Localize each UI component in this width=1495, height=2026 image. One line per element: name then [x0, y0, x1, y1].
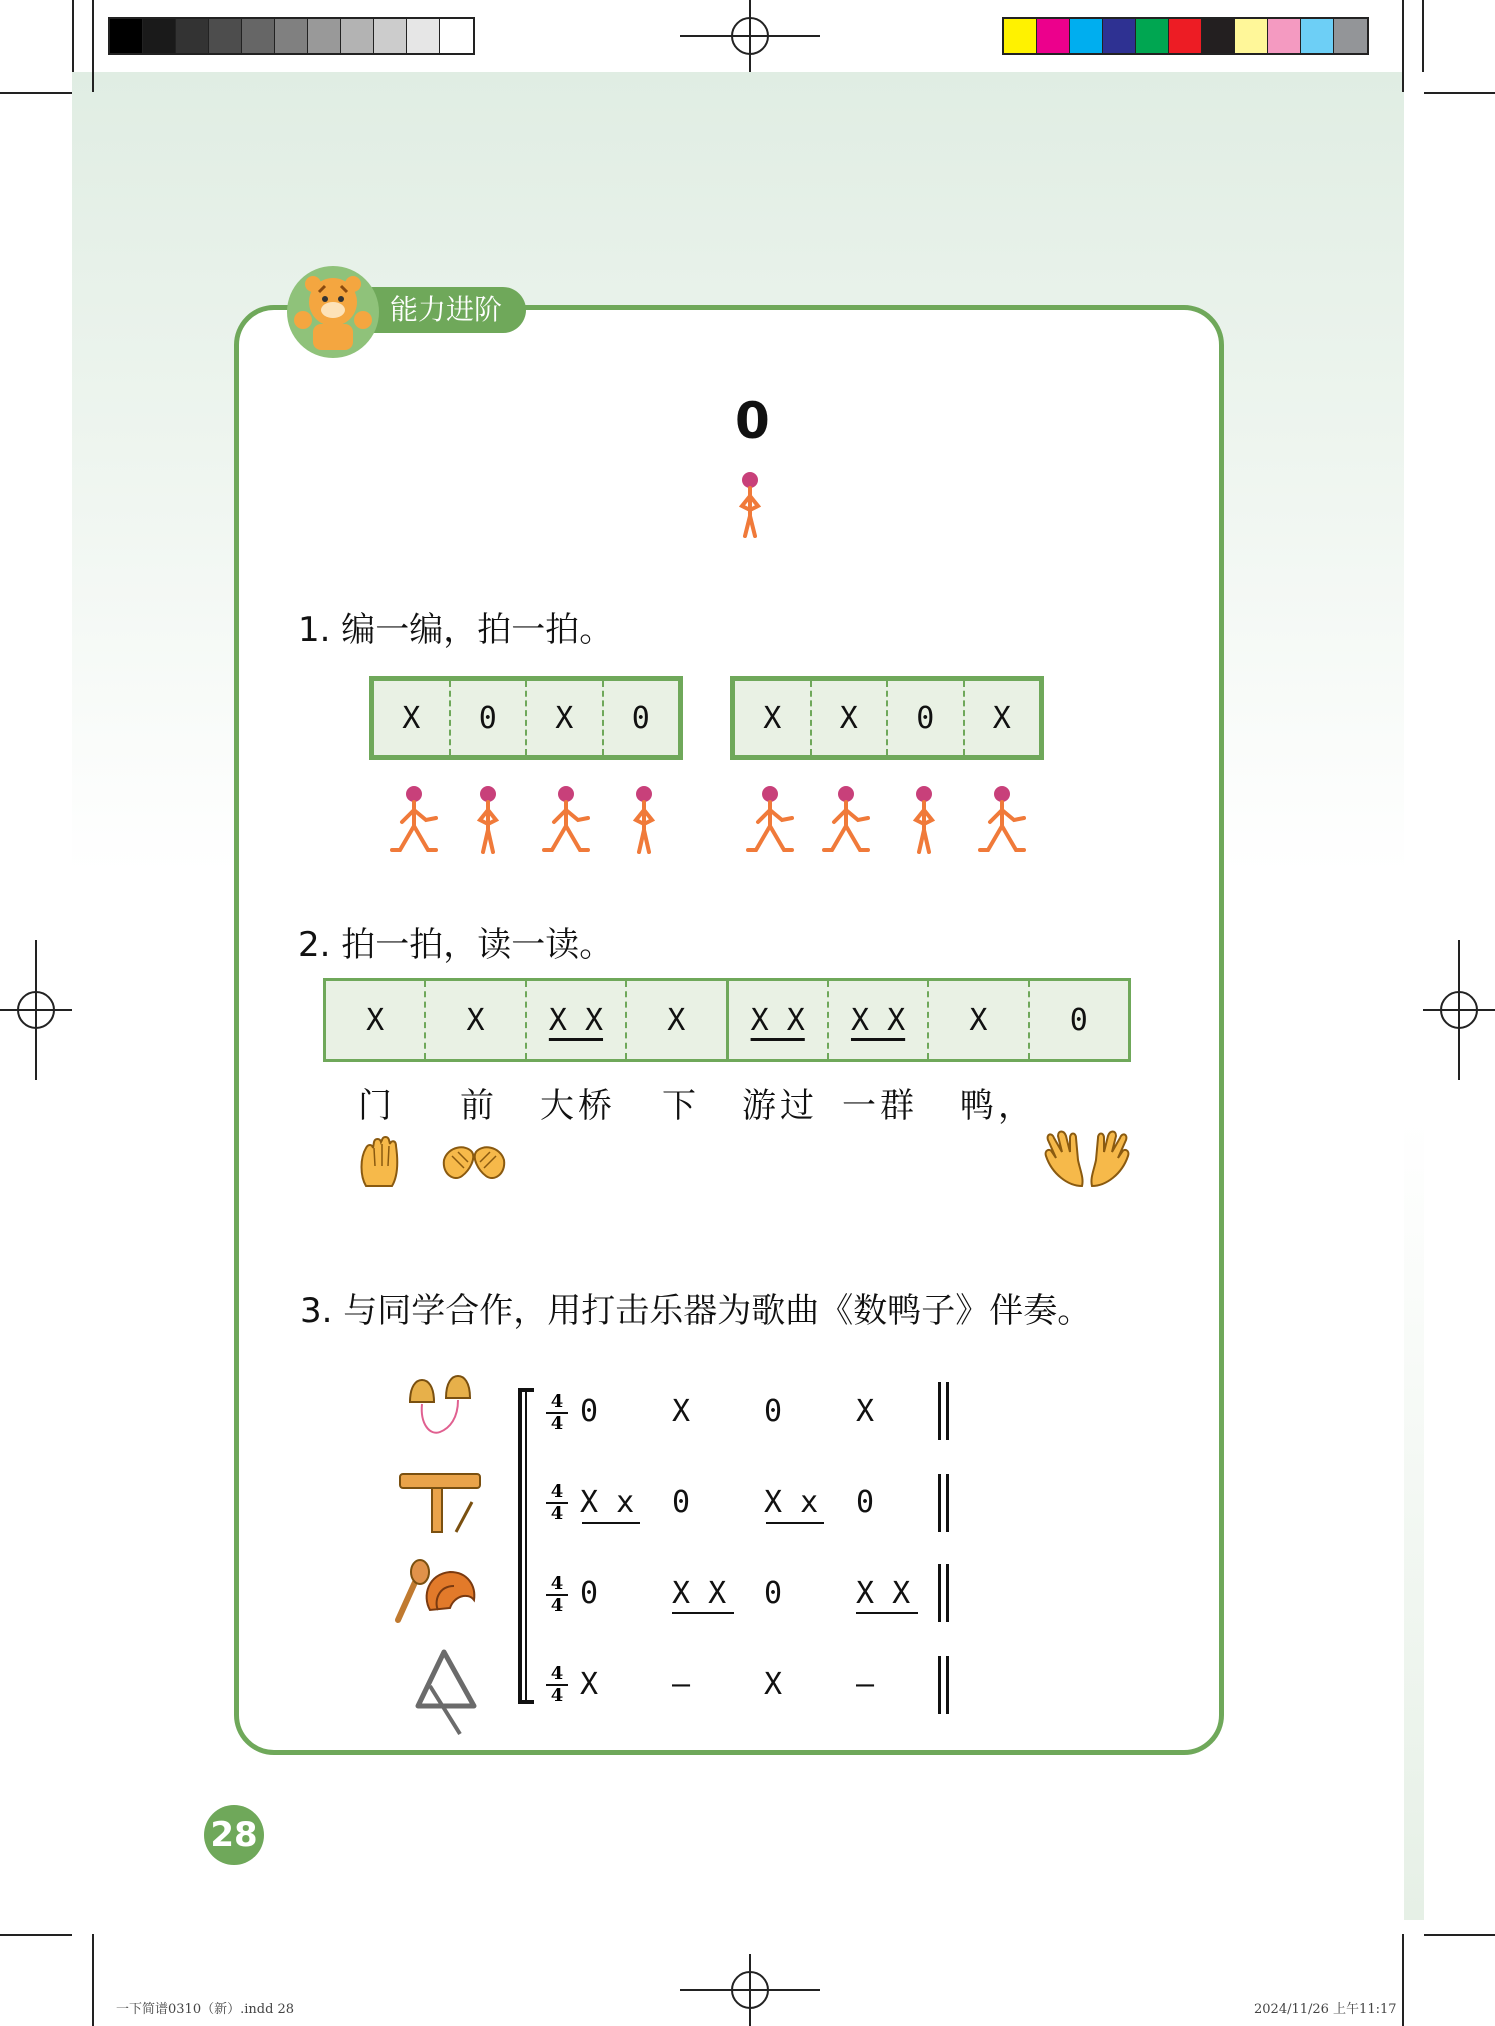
registration-mark-top	[680, 0, 820, 72]
rhythm-cell: X	[374, 681, 451, 755]
rhythm-cell: X X	[527, 981, 627, 1059]
lyric-word: 大桥	[540, 1086, 616, 1126]
ts-top: 4	[546, 1574, 568, 1596]
ts-top: 4	[546, 1392, 568, 1414]
section2-heading: 2. 拍一拍，读一读。	[298, 925, 614, 965]
section1-heading: 1. 编一编，拍一拍。	[298, 610, 614, 650]
ts-bottom: 4	[550, 1685, 564, 1706]
lyric-word: 门	[358, 1086, 396, 1126]
page-number: 28	[204, 1805, 264, 1865]
score-row-bells	[580, 1384, 980, 1444]
patting-hands-icon	[440, 1140, 508, 1184]
note: X	[764, 1667, 783, 1702]
beam	[766, 1522, 824, 1524]
rhythm-cell: X	[929, 981, 1029, 1059]
registration-mark-left	[0, 940, 72, 1080]
open-hands-icon	[1042, 1130, 1132, 1188]
rhythm-cell: X X	[729, 981, 829, 1059]
footer-timestamp: 2024/11/26 上午11:17	[1254, 2002, 1397, 2017]
note: 0	[580, 1576, 599, 1611]
note: X	[580, 1667, 599, 1702]
lyric-word: 前	[460, 1086, 498, 1126]
bells-icon	[400, 1372, 480, 1446]
section3-heading: 3. 与同学合作，用打击乐器为歌曲《数鸭子》伴奏。	[300, 1291, 1092, 1331]
score-bracket	[512, 1386, 542, 1706]
barline	[938, 1382, 941, 1440]
lyric-word: 鸭，	[960, 1086, 1036, 1126]
lyric-word: 游过	[742, 1086, 818, 1126]
note: 0	[672, 1485, 691, 1520]
lyric-word: 一群	[842, 1086, 918, 1126]
score-row-castanets	[580, 1566, 980, 1626]
rest-symbol: 0	[735, 392, 770, 450]
beam	[856, 1612, 918, 1614]
score-row-wood-block	[580, 1475, 980, 1535]
rhythm-cell: X	[426, 981, 526, 1059]
barline	[946, 1382, 949, 1440]
rhythm-cell: X	[527, 681, 604, 755]
beam	[582, 1522, 640, 1524]
note: 0	[580, 1394, 599, 1429]
castanets-icon	[394, 1556, 478, 1624]
ts-top: 4	[546, 1482, 568, 1504]
note: X	[672, 1394, 691, 1429]
time-signature	[546, 1482, 568, 1524]
footer-file: 一下简谱0310（新）.indd 28	[116, 2002, 295, 2017]
note: X	[856, 1394, 875, 1429]
note: X x	[580, 1485, 635, 1520]
barline	[938, 1656, 941, 1714]
rhythm-cell: 0	[631, 700, 650, 736]
rhythm-cell: X	[735, 681, 812, 755]
rhythm-box-b	[730, 676, 1044, 760]
note: X X	[672, 1576, 727, 1611]
color-bar	[1002, 17, 1369, 55]
note: 0	[764, 1394, 783, 1429]
ts-bottom: 4	[550, 1503, 564, 1524]
rhythm-cell: X	[992, 700, 1011, 736]
time-signature	[546, 1574, 568, 1616]
barline	[938, 1474, 941, 1532]
rhythm-cell: 0	[1069, 1002, 1088, 1038]
grayscale-bar	[108, 17, 475, 55]
time-signature	[546, 1392, 568, 1434]
rhythm-cell: 0	[451, 681, 528, 755]
page-edge-strip	[1404, 1120, 1424, 1920]
rhythm-strip	[323, 978, 1131, 1062]
rhythm-cell: X	[627, 981, 728, 1059]
ts-bottom: 4	[550, 1595, 564, 1616]
beam	[672, 1612, 734, 1614]
triangle-icon	[410, 1646, 478, 1738]
movement-figures	[384, 784, 1044, 858]
standing-figure-icon	[735, 470, 765, 540]
badge-label: 能力进阶	[390, 293, 503, 326]
note: X x	[764, 1485, 819, 1520]
registration-mark-bottom	[680, 1954, 820, 2026]
note: –	[672, 1667, 691, 1702]
ts-top: 4	[546, 1664, 568, 1686]
note: 0	[856, 1485, 875, 1520]
barline	[946, 1656, 949, 1714]
tiger-mascot-icon	[283, 262, 383, 362]
note: X X	[856, 1576, 911, 1611]
barline	[946, 1564, 949, 1622]
ts-bottom: 4	[550, 1413, 564, 1434]
rhythm-cell: X	[812, 681, 889, 755]
note: 0	[764, 1576, 783, 1611]
registration-mark-right	[1423, 940, 1495, 1080]
lyric-word: 下	[662, 1086, 700, 1126]
rhythm-box-a	[369, 676, 683, 760]
clap-hands-icon	[356, 1136, 406, 1190]
rhythm-cell: X X	[829, 981, 929, 1059]
rhythm-cell: 0	[888, 681, 965, 755]
rhythm-cell: X	[326, 981, 426, 1059]
score-row-triangle	[580, 1657, 980, 1717]
barline	[938, 1564, 941, 1622]
barline	[946, 1474, 949, 1532]
wood-block-icon	[398, 1470, 482, 1534]
note: –	[856, 1667, 875, 1702]
time-signature	[546, 1664, 568, 1706]
